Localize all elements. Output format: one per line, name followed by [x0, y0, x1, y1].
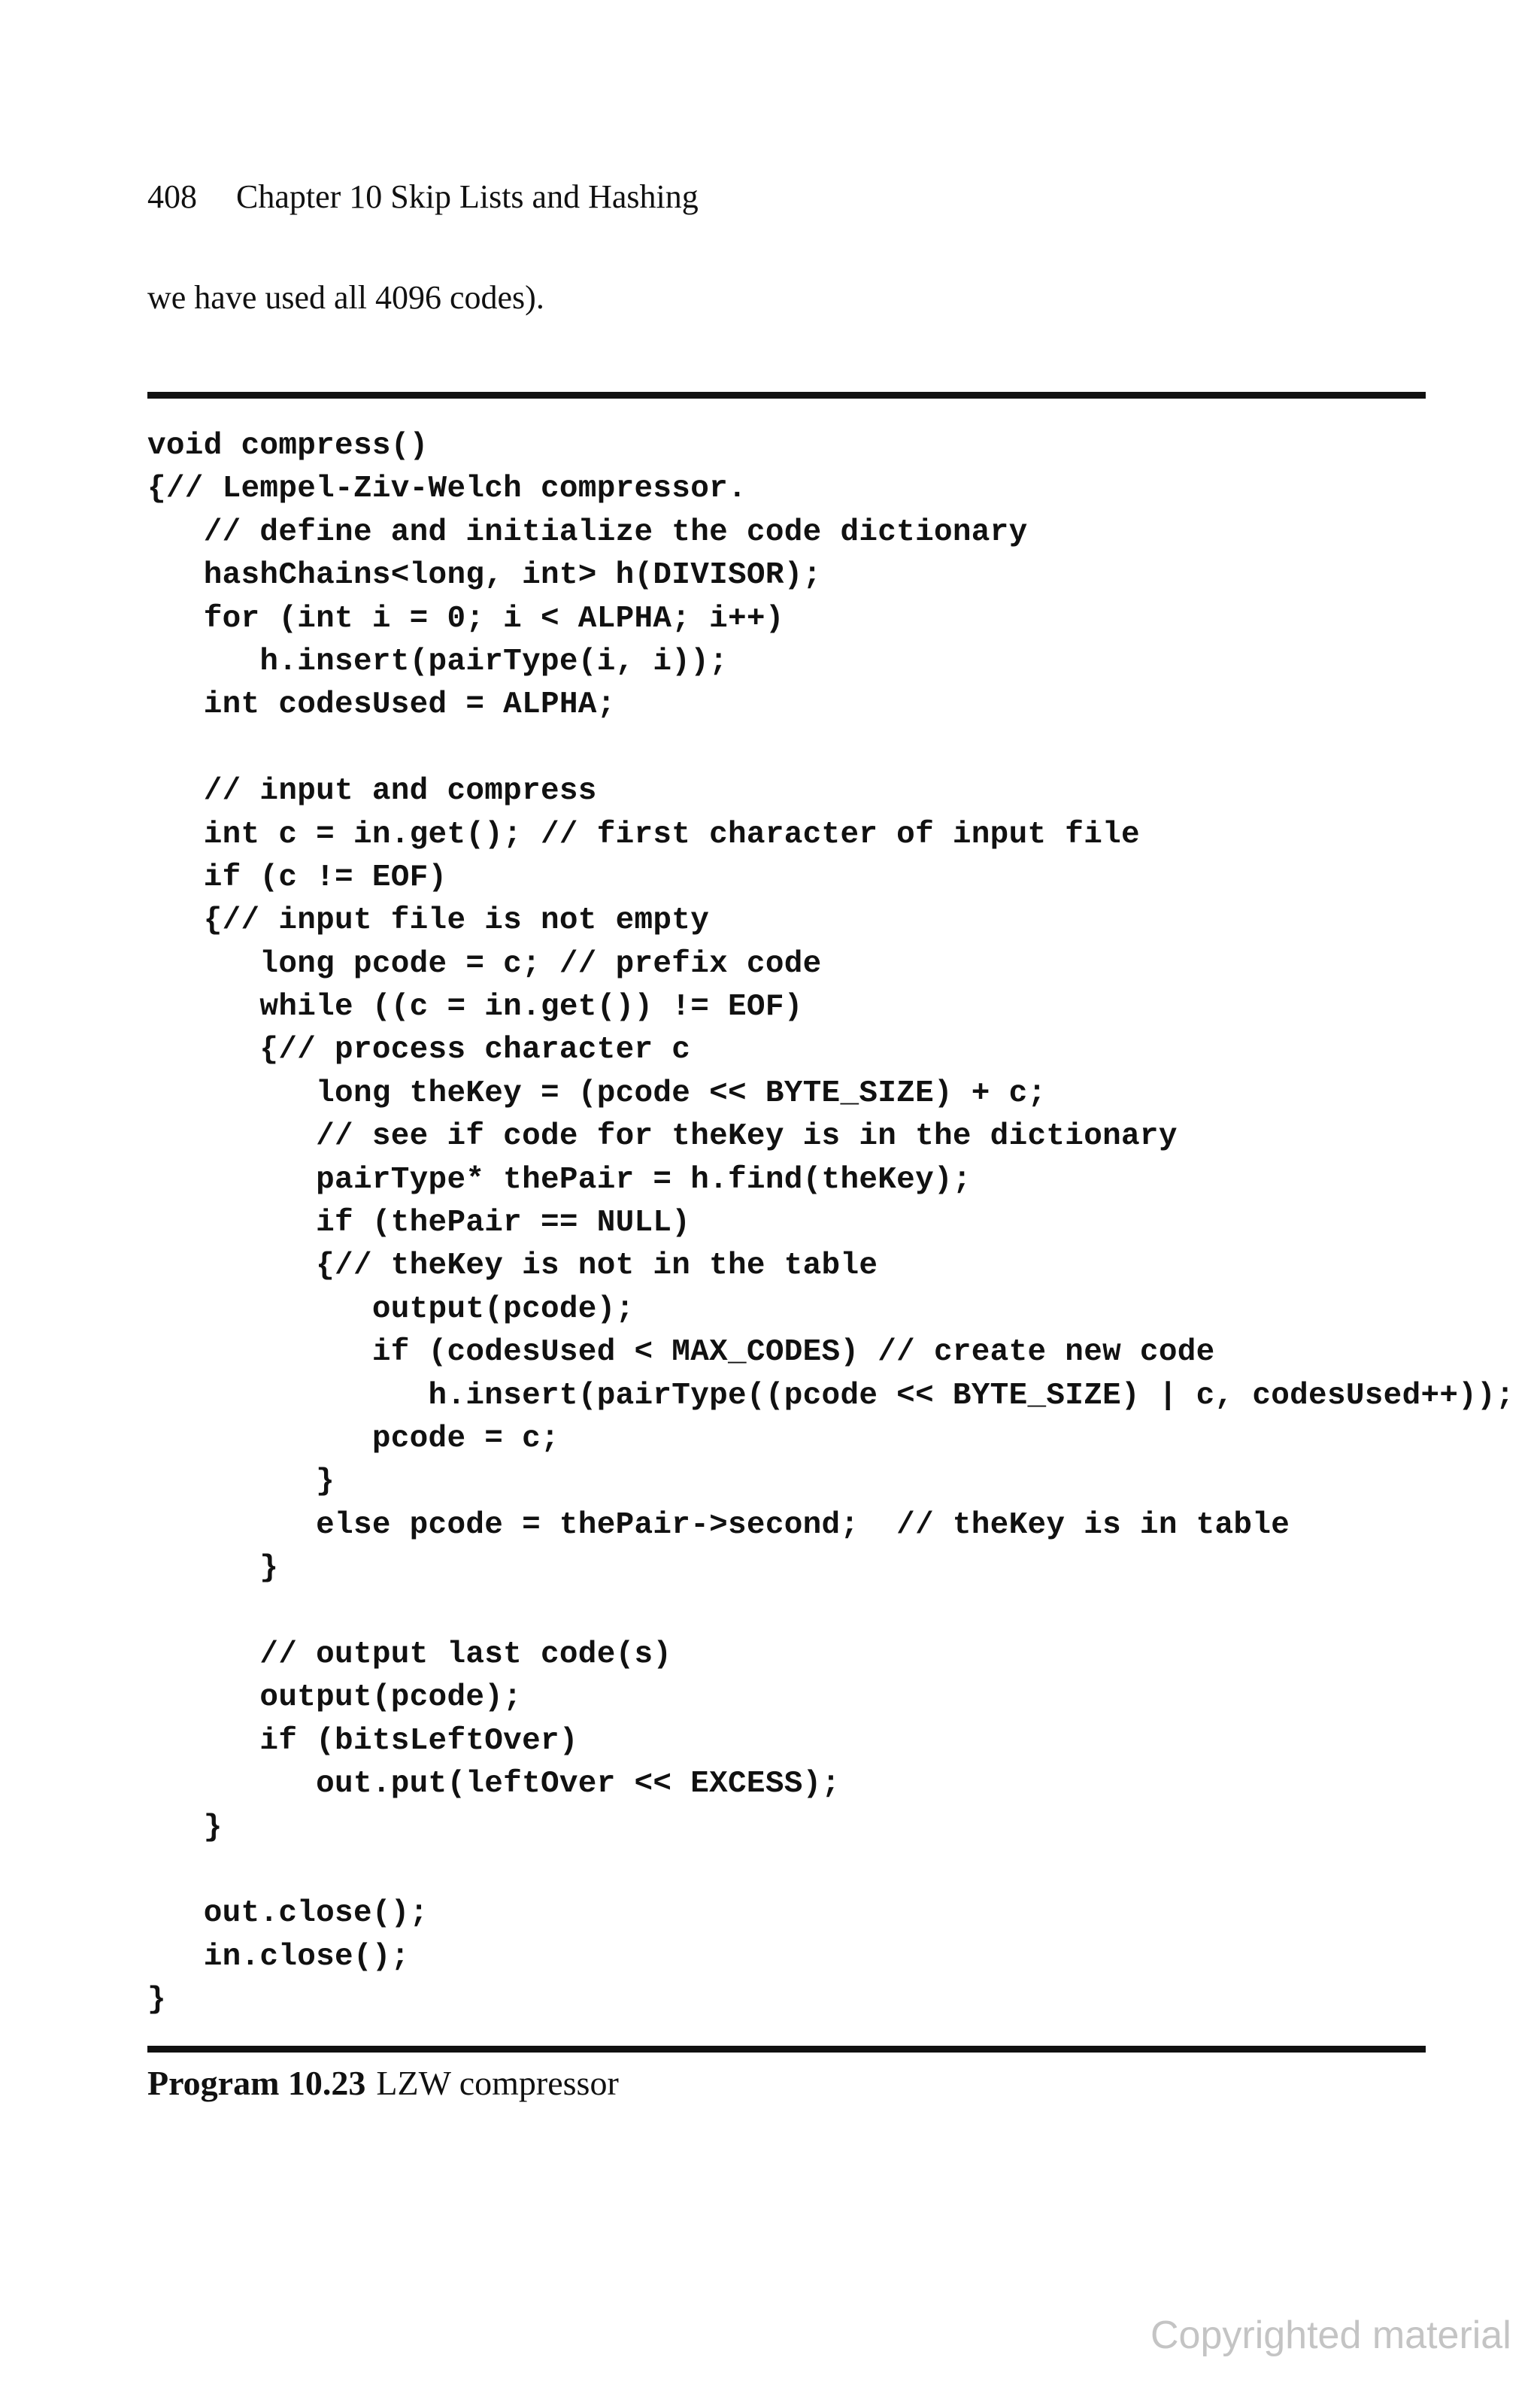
- intro-text: we have used all 4096 codes).: [147, 279, 544, 316]
- code-line: {// input file is not empty: [147, 903, 710, 939]
- code-line: {// Lempel-Ziv-Welch compressor.: [147, 472, 747, 507]
- code-line: // see if code for theKey is in the dictionary: [147, 1119, 1178, 1154]
- caption-label: Program 10.23: [147, 2064, 366, 2102]
- code-line: // input and compress: [147, 774, 597, 809]
- code-line: }: [147, 1551, 279, 1586]
- code-line: // output last code(s): [147, 1637, 672, 1672]
- code-line: {// theKey is not in the table: [147, 1249, 878, 1284]
- program-caption: [147, 2061, 619, 2106]
- code-line: if (bitsLeftOver): [147, 1723, 578, 1758]
- code-line: }: [147, 1464, 335, 1500]
- code-line: output(pcode);: [147, 1291, 635, 1327]
- code-line: while ((c = in.get()) != EOF): [147, 990, 803, 1025]
- code-line: if (c != EOF): [147, 860, 447, 895]
- bottom-rule: [147, 2046, 1426, 2053]
- code-listing: [147, 425, 1514, 2022]
- copyright-watermark: Copyrighted material: [1150, 2314, 1511, 2357]
- code-line: if (codesUsed < MAX_CODES) // create new code: [147, 1335, 1215, 1370]
- code-line: [147, 1591, 1514, 1634]
- code-line: h.insert(pairType((pcode << BYTE_SIZE) | c, codesUsed++));: [147, 1378, 1514, 1413]
- code-line: for (int i = 0; i < ALPHA; i++): [147, 601, 784, 636]
- code-line: [147, 727, 1514, 770]
- code-line: }: [147, 1983, 166, 2018]
- code-line: out.put(leftOver << EXCESS);: [147, 1767, 841, 1802]
- code-line: [147, 1849, 1514, 1892]
- code-line: // define and initialize the code dictionary: [147, 514, 1028, 550]
- caption-text: LZW compressor: [376, 2064, 619, 2102]
- code-line: }: [147, 1810, 223, 1845]
- code-line: long theKey = (pcode << BYTE_SIZE) + c;: [147, 1076, 1047, 1111]
- code-line: {// process character c: [147, 1033, 691, 1068]
- code-line: else pcode = thePair->second; // theKey is in table: [147, 1507, 1290, 1543]
- code-line: h.insert(pairType(i, i));: [147, 644, 729, 679]
- top-rule: [147, 392, 1426, 399]
- code-line: void compress(): [147, 429, 429, 463]
- running-title: Chapter 10 Skip Lists and Hashing: [236, 178, 699, 215]
- code-line: int codesUsed = ALPHA;: [147, 687, 616, 723]
- code-line: in.close();: [147, 1939, 410, 1974]
- code-line: long pcode = c; // prefix code: [147, 946, 822, 982]
- code-line: output(pcode);: [147, 1680, 523, 1716]
- code-line: out.close();: [147, 1896, 429, 1931]
- code-line: int c = in.get(); // first character of input file: [147, 817, 1140, 852]
- code-line: if (thePair == NULL): [147, 1206, 691, 1241]
- code-line: pcode = c;: [147, 1421, 559, 1456]
- code-line: hashChains<long, int> h(DIVISOR);: [147, 558, 822, 593]
- running-header: [147, 174, 699, 220]
- page-number: 408: [147, 178, 197, 215]
- code-line: pairType* thePair = h.find(theKey);: [147, 1162, 972, 1197]
